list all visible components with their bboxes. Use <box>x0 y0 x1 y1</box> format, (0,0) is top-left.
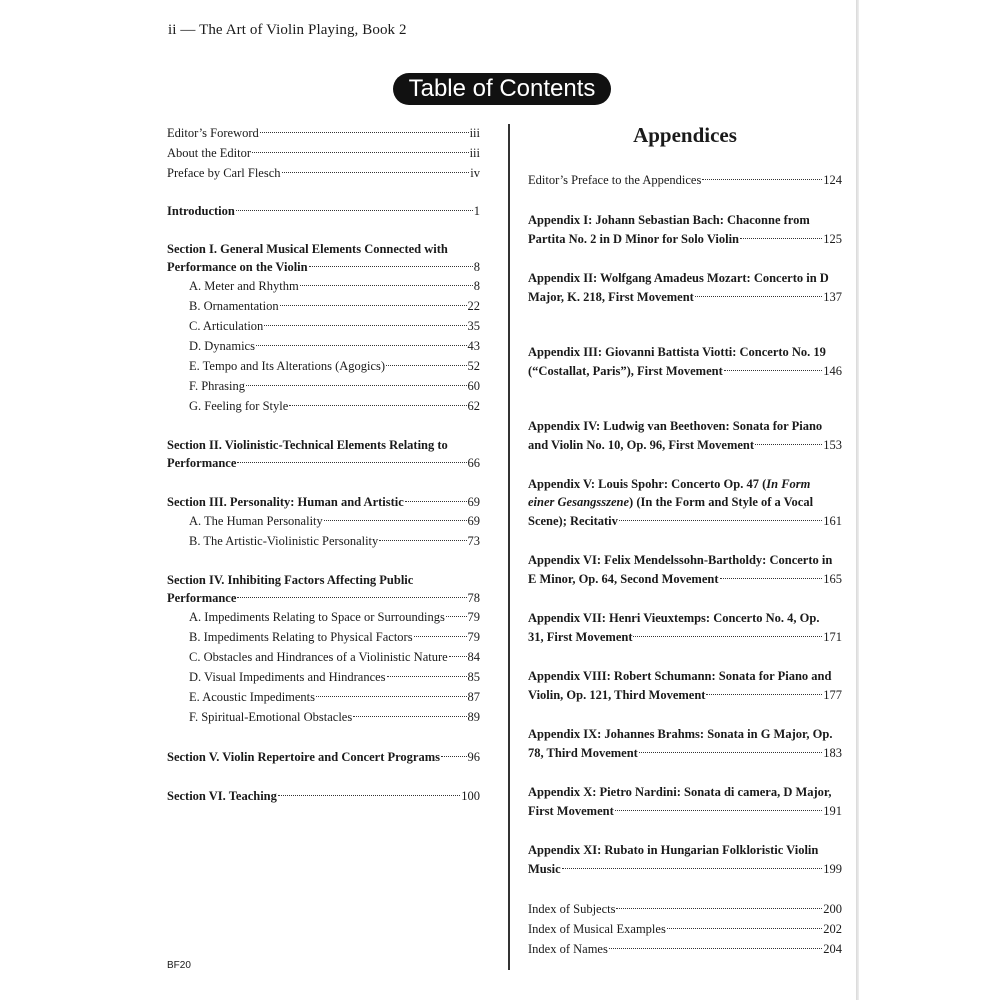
appendices-heading: Appendices <box>633 123 737 147</box>
dot-leader <box>619 520 822 521</box>
toc-page-number: 199 <box>823 862 842 876</box>
dot-leader <box>616 908 822 909</box>
dot-leader <box>615 810 823 811</box>
dot-leader <box>446 616 467 617</box>
toc-page-number: 161 <box>823 514 842 528</box>
toc-page-number: 146 <box>823 364 842 378</box>
toc-subentry[interactable] <box>167 396 480 416</box>
toc-subentry[interactable] <box>167 511 480 531</box>
appendix-title-line1: Appendix I: Johann Sebastian Bach: Chaconne from <box>528 213 810 227</box>
toc-subentry[interactable] <box>167 276 480 296</box>
toc-entry-label: Index of Names <box>528 942 608 956</box>
dot-leader <box>562 868 823 869</box>
appendix-title-line1: Appendix II: Wolfgang Amadeus Mozart: Concerto in D <box>528 271 829 285</box>
toc-page-number: 125 <box>823 232 842 246</box>
dot-leader <box>236 210 473 211</box>
toc-entry-label: F. Spiritual-Emotional Obstacles <box>189 710 353 724</box>
toc-entry-label: G. Feeling for Style <box>189 399 289 413</box>
appendix-title-line1: Appendix VI: Felix Mendelssohn-Bartholdy: Concerto in <box>528 553 833 567</box>
section-title-line2: Section III. Personality: Human and Artistic <box>167 495 404 509</box>
dot-leader <box>289 405 466 406</box>
toc-page-number: 22 <box>467 299 480 313</box>
dot-leader <box>379 540 466 541</box>
toc-entry-label: D. Dynamics <box>189 339 255 353</box>
section-title-line2: Performance <box>167 591 237 605</box>
toc-entry-label: Introduction <box>167 204 235 218</box>
toc-appendix-4[interactable] <box>528 417 842 454</box>
toc-page-number: 100 <box>461 789 480 803</box>
toc-subentry[interactable] <box>167 296 480 316</box>
toc-right-column <box>528 122 842 959</box>
toc-entry[interactable] <box>167 143 480 163</box>
page-title: Table of Contents <box>393 73 611 105</box>
toc-appendix-11[interactable] <box>528 841 842 878</box>
toc-section-2[interactable] <box>167 437 480 472</box>
toc-index-entry[interactable] <box>528 899 842 919</box>
toc-section-3[interactable] <box>167 494 480 511</box>
column-divider <box>508 124 510 970</box>
toc-subentry[interactable] <box>167 647 480 667</box>
dot-leader <box>260 132 469 133</box>
toc-appendix-8[interactable] <box>528 667 842 704</box>
toc-appendix-5[interactable] <box>528 475 842 530</box>
toc-page-number: iii <box>469 126 480 140</box>
dot-leader <box>246 385 467 386</box>
toc-page-number: 8 <box>473 279 480 293</box>
toc-left-column <box>167 123 480 805</box>
toc-page-number: 96 <box>467 750 480 764</box>
dot-leader <box>449 656 467 657</box>
dot-leader <box>639 752 822 753</box>
toc-appendix-2[interactable] <box>528 269 842 306</box>
toc-entry-label: D. Visual Impediments and Hindrances <box>189 670 386 684</box>
dot-leader <box>300 285 473 286</box>
dot-leader <box>702 179 822 180</box>
toc-page-number: 73 <box>467 534 480 548</box>
toc-subentry[interactable] <box>167 707 480 727</box>
appendix-title-line2: Music <box>528 862 561 876</box>
toc-appendix-7[interactable] <box>528 609 842 646</box>
appendix-title-line1: Appendix IX: Johannes Brahms: Sonata in G Major, Op. <box>528 727 833 741</box>
toc-page-number: 191 <box>823 804 842 818</box>
dot-leader <box>237 462 466 463</box>
toc-entry-label: B. Ornamentation <box>189 299 279 313</box>
toc-page-number: 137 <box>823 290 842 304</box>
section-title-line1: Section IV. Inhibiting Factors Affecting Public <box>167 573 414 587</box>
toc-entry[interactable] <box>167 123 480 143</box>
toc-page-number: 66 <box>467 456 480 470</box>
appendix-title-line1: Appendix XI: Rubato in Hungarian Folkloristic Violin <box>528 843 819 857</box>
section-title-line2: Performance <box>167 456 237 470</box>
toc-page-number: 8 <box>473 260 480 274</box>
toc-entry-label: A. The Human Personality <box>189 514 323 528</box>
dot-leader <box>414 636 467 637</box>
toc-page-number: 79 <box>467 630 480 644</box>
toc-entry-label: C. Obstacles and Hindrances of a Violinistic Nature <box>189 650 448 664</box>
toc-page-number: 84 <box>467 650 480 664</box>
dot-leader <box>237 597 466 598</box>
toc-subentry[interactable] <box>167 607 480 627</box>
dot-leader <box>278 795 460 796</box>
appendix-title-line1: Appendix IV: Ludwig van Beethoven: Sonata for Piano <box>528 419 823 433</box>
toc-introduction[interactable] <box>167 203 480 220</box>
dot-leader <box>324 520 467 521</box>
toc-appendix-1[interactable] <box>528 211 842 248</box>
toc-page-number: 87 <box>467 690 480 704</box>
page-edge-shadow <box>856 0 859 1000</box>
toc-section-6[interactable] <box>167 788 480 805</box>
section-title-line1: Section I. General Musical Elements Connected with <box>167 242 448 256</box>
toc-entry-label: E. Acoustic Impediments <box>189 690 316 704</box>
section-title-line1: Section II. Violinistic-Technical Elements Relating to <box>167 438 448 452</box>
toc-page-number: 52 <box>467 359 480 373</box>
toc-subentry[interactable] <box>167 687 480 707</box>
toc-appendix-3[interactable] <box>528 343 842 380</box>
appendix-title-line2: 78, Third Movement <box>528 746 638 760</box>
toc-page-number: 200 <box>823 902 842 916</box>
toc-entry-label: A. Impediments Relating to Space or Surroundings <box>189 610 445 624</box>
toc-page-number: 165 <box>823 572 842 586</box>
footer-code: BF20 <box>167 960 191 971</box>
toc-page-number: 153 <box>823 438 842 452</box>
dot-leader <box>405 501 467 502</box>
toc-subentry[interactable] <box>167 356 480 376</box>
appendix-title-italic: In Form <box>766 477 811 491</box>
dot-leader <box>695 296 822 297</box>
toc-page-number: 69 <box>467 514 480 528</box>
toc-subentry[interactable] <box>167 667 480 687</box>
appendix-title-line2 <box>528 493 842 511</box>
toc-subentry[interactable] <box>167 336 480 356</box>
toc-entry[interactable] <box>528 170 842 190</box>
appendix-title-text: ) (In the Form and Style of a Vocal <box>629 495 814 509</box>
toc-page-number: 35 <box>467 319 480 333</box>
toc-entry-label: F. Phrasing <box>189 379 245 393</box>
appendix-title-line2: 31, First Movement <box>528 630 633 644</box>
toc-page-number: 183 <box>823 746 842 760</box>
dot-leader <box>353 716 466 717</box>
dot-leader <box>252 152 469 153</box>
toc-entry-label: Editor’s Preface to the Appendices <box>528 173 702 187</box>
toc-page-number: 62 <box>467 399 480 413</box>
toc-subentry[interactable] <box>167 531 480 551</box>
appendix-title-line2: Major, K. 218, First Movement <box>528 290 694 304</box>
dot-leader <box>264 325 466 326</box>
dot-leader <box>282 172 470 173</box>
dot-leader <box>755 444 822 445</box>
toc-index-entry[interactable] <box>528 919 842 939</box>
appendix-title-line1: Appendix X: Pietro Nardini: Sonata di camera, D Major, <box>528 785 832 799</box>
dot-leader <box>740 238 822 239</box>
appendix-title-line2: E Minor, Op. 64, Second Movement <box>528 572 719 586</box>
appendix-title-line2: (“Costallat, Paris”), First Movement <box>528 364 723 378</box>
dot-leader <box>256 345 467 346</box>
appendix-title-line2: First Movement <box>528 804 614 818</box>
appendix-title-line2: and Violin No. 10, Op. 96, First Movement <box>528 438 755 452</box>
toc-subentry[interactable] <box>167 376 480 396</box>
dot-leader <box>667 928 822 929</box>
appendix-title-line1: Appendix VII: Henri Vieuxtemps: Concerto No. 4, Op. <box>528 611 820 625</box>
toc-page-number: 69 <box>467 495 480 509</box>
toc-entry-label: A. Meter and Rhythm <box>189 279 299 293</box>
toc-page-number: 79 <box>467 610 480 624</box>
dot-leader <box>387 676 467 677</box>
dot-leader <box>316 696 466 697</box>
appendix-title-line3: Scene); Recitativ <box>528 514 618 528</box>
dot-leader <box>720 578 823 579</box>
appendix-title-line1 <box>528 475 842 493</box>
toc-entry-label: C. Articulation <box>189 319 264 333</box>
toc-entry-label: Index of Musical Examples <box>528 922 666 936</box>
toc-page-number: 204 <box>823 942 842 956</box>
dot-leader <box>386 365 466 366</box>
toc-page-number: iii <box>469 146 480 160</box>
toc-section-4[interactable] <box>167 572 480 607</box>
toc-entry-label: E. Tempo and Its Alterations (Agogics) <box>189 359 386 373</box>
section-title-line2: Section V. Violin Repertoire and Concert Programs <box>167 750 441 764</box>
toc-entry-label: B. Impediments Relating to Physical Factors <box>189 630 413 644</box>
toc-entry-label: Preface by Carl Flesch <box>167 166 281 180</box>
dot-leader <box>633 636 822 637</box>
toc-page-number: 85 <box>467 670 480 684</box>
toc-page-number: 89 <box>467 710 480 724</box>
toc-page-number: 78 <box>467 591 480 605</box>
toc-entry[interactable] <box>167 163 480 183</box>
appendix-title-text: Appendix V: Louis Spohr: Concerto Op. 47 ( <box>528 477 767 491</box>
dot-leader <box>309 266 473 267</box>
dot-leader <box>706 694 822 695</box>
toc-section-5[interactable] <box>167 749 480 766</box>
appendix-title-line2: Violin, Op. 121, Third Movement <box>528 688 706 702</box>
toc-page-number: 202 <box>823 922 842 936</box>
toc-section-1[interactable] <box>167 241 480 276</box>
toc-subentry[interactable] <box>167 316 480 336</box>
appendix-title-line1: Appendix VIII: Robert Schumann: Sonata for Piano and <box>528 669 832 683</box>
section-title-line2: Performance on the Violin <box>167 260 308 274</box>
toc-entry-label: Editor’s Foreword <box>167 126 259 140</box>
dot-leader <box>724 370 823 371</box>
toc-entry-label: Index of Subjects <box>528 902 616 916</box>
section-title-line2: Section VI. Teaching <box>167 789 277 803</box>
toc-entry-label: B. The Artistic-Violinistic Personality <box>189 534 379 548</box>
toc-subentry[interactable] <box>167 627 480 647</box>
appendix-title-line2: Partita No. 2 in D Minor for Solo Violin <box>528 232 739 246</box>
toc-entry-label: About the Editor <box>167 146 252 160</box>
appendix-title-italic: einer Gesangsszene <box>528 495 630 509</box>
toc-page-number: 124 <box>823 173 842 187</box>
running-head: ii — The Art of Violin Playing, Book 2 <box>168 22 407 38</box>
appendix-title-line1: Appendix III: Giovanni Battista Viotti: Concerto No. 19 <box>528 345 826 359</box>
toc-page-number: 43 <box>467 339 480 353</box>
toc-page-number: 1 <box>473 204 480 218</box>
dot-leader <box>441 756 466 757</box>
toc-appendix-9[interactable] <box>528 725 842 762</box>
toc-page-number: 177 <box>823 688 842 702</box>
dot-leader <box>609 948 822 949</box>
toc-appendix-10[interactable] <box>528 783 842 820</box>
toc-page-number: 60 <box>467 379 480 393</box>
toc-page-number: iv <box>470 166 480 180</box>
toc-page-number: 171 <box>823 630 842 644</box>
toc-appendix-6[interactable] <box>528 551 842 588</box>
toc-index-entry[interactable] <box>528 939 842 959</box>
dot-leader <box>280 305 467 306</box>
